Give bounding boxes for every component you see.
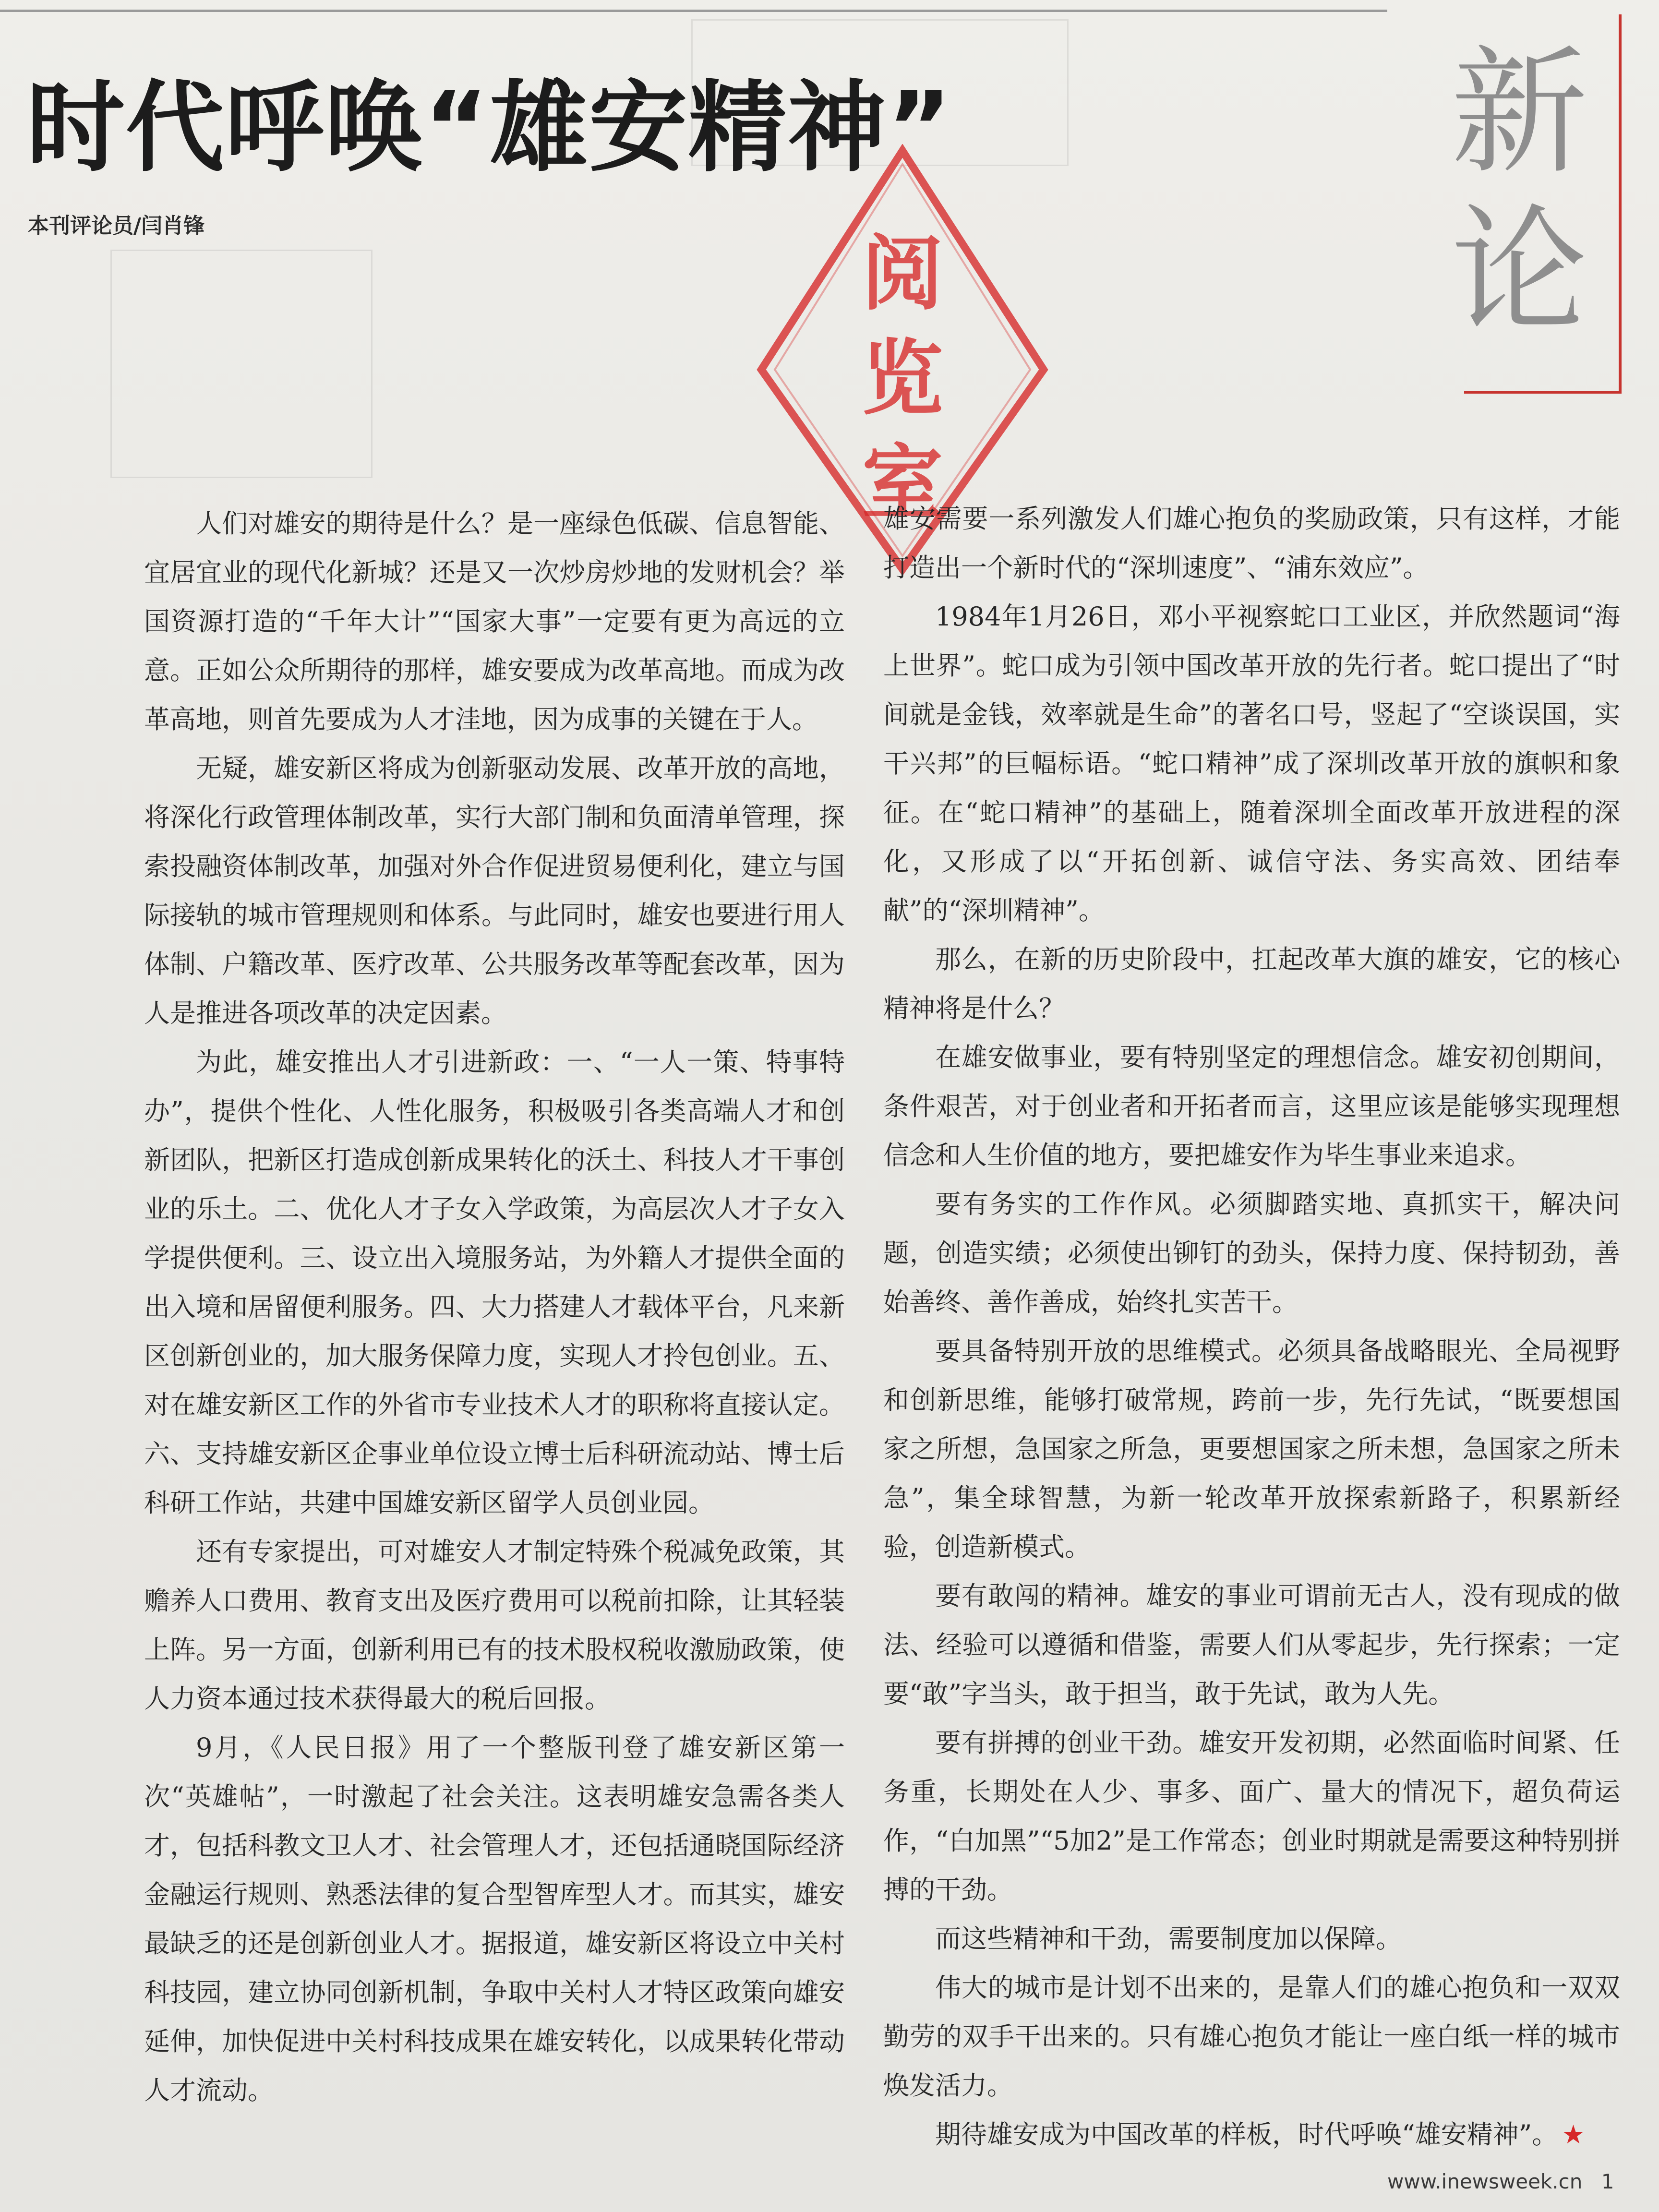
body-paragraph: 人们对雄安的期待是什么？是一座绿色低碳、信息智能、宜居宜业的现代化新城？还是又一次炒房炒地的发财机会？举国资源打造的“千年大计”“国家大事”一定要有更为高远的立意。正如公众所期待的那样，雄安要成为改革高地。而成为改革高地，则首先要成为人才洼地，因为成事的关键在于人。	[144, 508, 845, 734]
body-paragraph: 还有专家提出，可对雄安人才制定特殊个税减免政策，其赡养人口费用、教育支出及医疗费用可以税前扣除，让其轻装上阵。另一方面，创新利用已有的技术股权税收激励政策，使人力资本通过技术获得最大的税后回报。	[144, 1537, 845, 1714]
stamp-text	[816, 222, 989, 536]
body-paragraph: 要有务实的工作作风。必须脚踏实地、真抓实干，解决问题，创造实绩；必须使出铆钉的劲头，保持力度、保持韧劲，善始善终、善作善成，始终扎实苦干。	[883, 1189, 1620, 1317]
body-paragraph: 伟大的城市是计划不出来的，是靠人们的雄心抱负和一双双勤劳的双手干出来的。只有雄心抱负才能让一座白纸一样的城市焕发活力。	[883, 1972, 1620, 2101]
column-label	[1440, 34, 1599, 350]
end-star-icon: ★	[1562, 2119, 1585, 2150]
body-paragraph: 无疑，雄安新区将成为创新驱动发展、改革开放的高地，将深化行政管理体制改革，实行大部门制和负面清单管理，探索投融资体制改革，加强对外合作促进贸易便利化，建立与国际接轨的城市管理规则和体系。与此同时，雄安也要进行用人体制、户籍改革、医疗改革、公共服务改革等配套改革，因为人是推进各项改革的决定因素。	[144, 753, 845, 1028]
column-label-border-horizontal	[1464, 391, 1622, 394]
body-paragraph: 要具备特别开放的思维模式。必须具备战略眼光、全局视野和创新思维，能够打破常规，跨前一步，先行先试，“既要想国家之所想，急国家之所急，更要想国家之所未想，急国家之所未急”，集全球智慧，为新一轮改革开放探索新路子，积累新经验，创造新模式。	[883, 1336, 1620, 1562]
website-url[interactable]: www.inewsweek.cn	[1387, 2170, 1583, 2193]
column-label-border-vertical	[1619, 14, 1622, 394]
body-column-right	[883, 494, 1620, 2159]
article-title: 时代呼唤“雄安精神”	[26, 71, 953, 185]
body-paragraph: 9月，《人民日报》用了一个整版刊登了雄安新区第一次“英雄帖”，一时激起了社会关注。这表明雄安急需各类人才，包括科教文卫人才、社会管理人才，还包括通晓国际经济金融运行规则、熟悉法律的复合型智库型人才。而其实，雄安最缺乏的还是创新创业人才。据报道，雄安新区将设立中关村科技园，建立协同创新机制，争取中关村人才特区政策向雄安延伸，加快促进中关村科技成果在雄安转化，以成果转化带动人才流动。	[144, 1732, 845, 2105]
body-paragraph: 要有拼搏的创业干劲。雄安开发初期，必然面临时间紧、任务重，长期处在人少、事多、面广、量大的情况下，超负荷运作，“白加黑”“5加2”是工作常态；创业时期就是需要这种特别拼搏的干劲。	[883, 1728, 1620, 1905]
page-footer	[1387, 2170, 1637, 2193]
body-paragraph: 要有敢闯的精神。雄安的事业可谓前无古人，没有现成的做法、经验可以遵循和借鉴，需要人们从零起步，先行探索；一定要“敢”字当头，敢于担当，敢于先试，敢为人先。	[883, 1581, 1620, 1709]
page-number: 1	[1601, 2170, 1614, 2193]
column-label-char: 新	[1451, 33, 1588, 192]
column-label-char: 论	[1451, 192, 1588, 351]
stamp-char: 室	[861, 436, 943, 531]
closing-paragraph	[883, 2110, 1620, 2159]
article-byline: 本刊评论员/闫肖锋	[28, 214, 205, 238]
body-paragraph: 1984年1月26日，邓小平视察蛇口工业区，并欣然题词“海上世界”。蛇口成为引领中国改革开放的先行者。蛇口提出了“时间就是金钱，效率就是生命”的著名口号，竖起了“空谈误国，实干兴邦”的巨幅标语。“蛇口精神”成了深圳改革开放的旗帜和象征。在“蛇口精神”的基础上，随着深圳全面改革开放进程的深化，又形成了以“开拓创新、诚信守法、务实高效、团结奉献”的“深圳精神”。	[883, 601, 1620, 926]
closing-text: 期待雄安成为中国改革的样板，时代呼唤“雄安精神”。	[935, 2119, 1558, 2150]
body-column-left	[144, 499, 845, 2115]
stamp-char: 阅	[861, 227, 943, 322]
body-paragraph: 为此，雄安推出人才引进新政：一、“一人一策、特事特办”，提供个性化、人性化服务，积极吸引各类高端人才和创新团队，把新区打造成创新成果转化的沃土、科技人才干事创业的乐土。二、优化人才子女入学政策，为高层次人才子女入学提供便利。三、设立出入境服务站，为外籍人才提供全面的出入境和居留便利服务。四、大力搭建人才载体平台，凡来新区创新创业的，加大服务保障力度，实现人才拎包创业。五、对在雄安新区工作的外省市专业技术人才的职称将直接认定。六、支持雄安新区企事业单位设立博士后科研流动站、博士后科研工作站，共建中国雄安新区留学人员创业园。	[144, 1047, 845, 1518]
body-paragraph: 雄安需要一系列激发人们雄心抱负的奖励政策，只有这样，才能打造出一个新时代的“深圳速度”、“浦东效应”。	[883, 504, 1620, 583]
body-paragraph: 而这些精神和干劲，需要制度加以保障。	[935, 1923, 1402, 1954]
bleed-through-frame	[110, 250, 373, 478]
body-paragraph: 那么，在新的历史阶段中，扛起改革大旗的雄安，它的核心精神将是什么？	[883, 944, 1620, 1023]
body-paragraph: 在雄安做事业，要有特别坚定的理想信念。雄安初创期间，条件艰苦，对于创业者和开拓者而言，这里应该是能够实现理想信念和人生价值的地方，要把雄安作为毕生事业来追求。	[883, 1042, 1620, 1170]
top-rule	[0, 10, 1387, 12]
stamp-char: 览	[861, 331, 943, 426]
